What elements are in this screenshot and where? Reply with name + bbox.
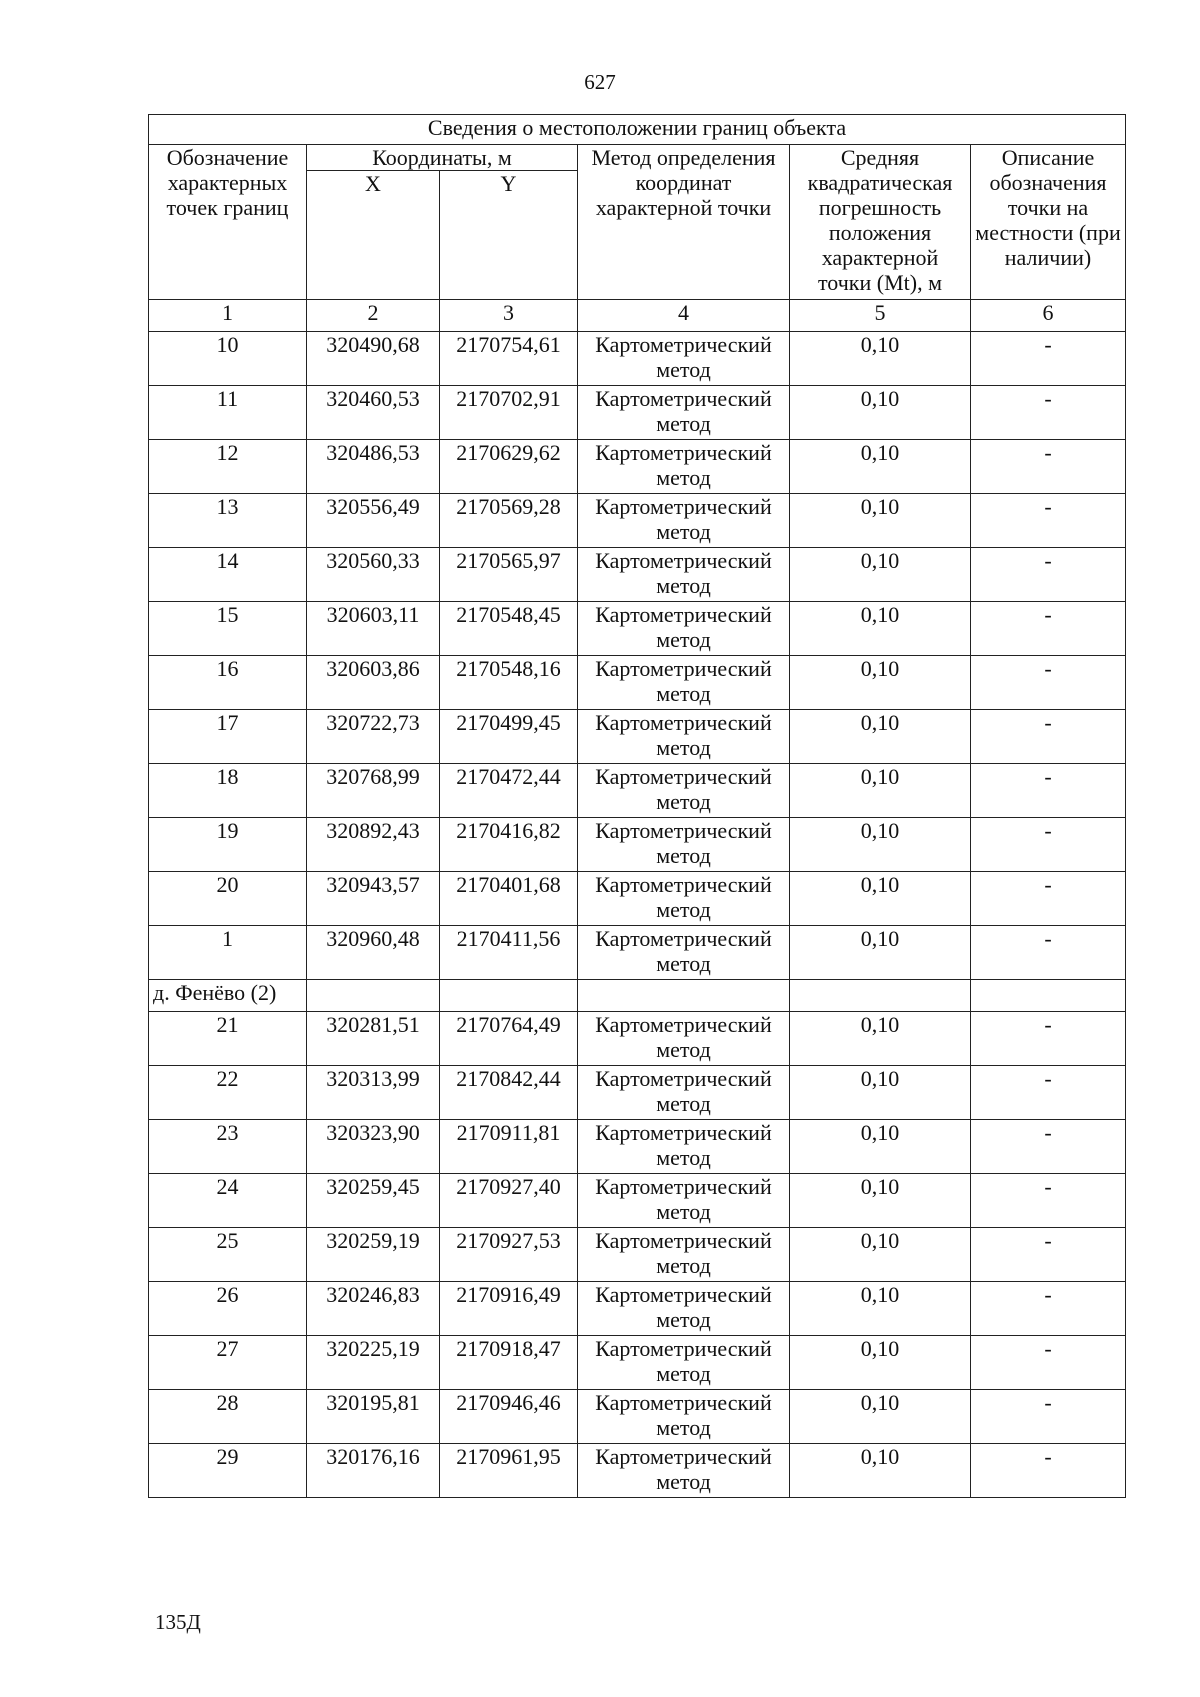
mean-error-cell: 0,10 bbox=[790, 1012, 971, 1066]
y-coordinate-cell: 2170401,68 bbox=[440, 872, 578, 926]
mean-error-cell: 0,10 bbox=[790, 494, 971, 548]
method-cell: Картометрический метод bbox=[578, 1174, 790, 1228]
x-coordinate-cell: 320892,43 bbox=[307, 818, 440, 872]
table-title: Сведения о местоположении границ объекта bbox=[149, 115, 1126, 145]
x-coordinate-cell: 320195,81 bbox=[307, 1390, 440, 1444]
description-cell: - bbox=[971, 332, 1126, 386]
mean-error-cell: 0,10 bbox=[790, 440, 971, 494]
empty-cell bbox=[578, 980, 790, 1012]
mean-error-cell: 0,10 bbox=[790, 926, 971, 980]
description-cell: - bbox=[971, 872, 1126, 926]
header-method: Метод определения координат характерной точки bbox=[578, 145, 790, 300]
header-x: X bbox=[307, 171, 440, 300]
method-cell: Картометрический метод bbox=[578, 1336, 790, 1390]
method-cell: Картометрический метод bbox=[578, 1390, 790, 1444]
table-row bbox=[149, 1066, 1126, 1120]
description-cell: - bbox=[971, 1174, 1126, 1228]
table-row bbox=[149, 926, 1126, 980]
column-number: 2 bbox=[307, 300, 440, 332]
mean-error-cell: 0,10 bbox=[790, 656, 971, 710]
y-coordinate-cell: 2170927,40 bbox=[440, 1174, 578, 1228]
column-number: 6 bbox=[971, 300, 1126, 332]
x-coordinate-cell: 320281,51 bbox=[307, 1012, 440, 1066]
point-designation-cell: 10 bbox=[149, 332, 307, 386]
y-coordinate-cell: 2170702,91 bbox=[440, 386, 578, 440]
x-coordinate-cell: 320603,86 bbox=[307, 656, 440, 710]
point-designation-cell: 24 bbox=[149, 1174, 307, 1228]
header-description: Описание обозначения точки на местности (при наличии) bbox=[971, 145, 1126, 300]
table-row bbox=[149, 1282, 1126, 1336]
x-coordinate-cell: 320259,19 bbox=[307, 1228, 440, 1282]
method-cell: Картометрический метод bbox=[578, 494, 790, 548]
table-row bbox=[149, 872, 1126, 926]
mean-error-cell: 0,10 bbox=[790, 1066, 971, 1120]
y-coordinate-cell: 2170472,44 bbox=[440, 764, 578, 818]
method-cell: Картометрический метод bbox=[578, 926, 790, 980]
table-row bbox=[149, 1390, 1126, 1444]
point-designation-cell: 22 bbox=[149, 1066, 307, 1120]
description-cell: - bbox=[971, 1012, 1126, 1066]
point-designation-cell: 1 bbox=[149, 926, 307, 980]
y-coordinate-cell: 2170569,28 bbox=[440, 494, 578, 548]
x-coordinate-cell: 320323,90 bbox=[307, 1120, 440, 1174]
point-designation-cell: 26 bbox=[149, 1282, 307, 1336]
point-designation-cell: 13 bbox=[149, 494, 307, 548]
y-coordinate-cell: 2170911,81 bbox=[440, 1120, 578, 1174]
table-row bbox=[149, 764, 1126, 818]
point-designation-cell: 11 bbox=[149, 386, 307, 440]
y-coordinate-cell: 2170754,61 bbox=[440, 332, 578, 386]
y-coordinate-cell: 2170548,16 bbox=[440, 656, 578, 710]
description-cell: - bbox=[971, 548, 1126, 602]
method-cell: Картометрический метод bbox=[578, 1120, 790, 1174]
empty-cell bbox=[440, 980, 578, 1012]
y-coordinate-cell: 2170629,62 bbox=[440, 440, 578, 494]
table-row bbox=[149, 602, 1126, 656]
empty-cell bbox=[307, 980, 440, 1012]
x-coordinate-cell: 320225,19 bbox=[307, 1336, 440, 1390]
method-cell: Картометрический метод bbox=[578, 764, 790, 818]
header-y: Y bbox=[440, 171, 578, 300]
method-cell: Картометрический метод bbox=[578, 1444, 790, 1498]
y-coordinate-cell: 2170565,97 bbox=[440, 548, 578, 602]
x-coordinate-cell: 320722,73 bbox=[307, 710, 440, 764]
method-cell: Картометрический метод bbox=[578, 602, 790, 656]
table-row bbox=[149, 710, 1126, 764]
y-coordinate-cell: 2170927,53 bbox=[440, 1228, 578, 1282]
mean-error-cell: 0,10 bbox=[790, 602, 971, 656]
description-cell: - bbox=[971, 818, 1126, 872]
table-row bbox=[149, 440, 1126, 494]
table-row bbox=[149, 1228, 1126, 1282]
section-row bbox=[149, 980, 1126, 1012]
y-coordinate-cell: 2170918,47 bbox=[440, 1336, 578, 1390]
mean-error-cell: 0,10 bbox=[790, 1174, 971, 1228]
mean-error-cell: 0,10 bbox=[790, 1282, 971, 1336]
column-number-row bbox=[149, 300, 1126, 332]
method-cell: Картометрический метод bbox=[578, 1012, 790, 1066]
x-coordinate-cell: 320460,53 bbox=[307, 386, 440, 440]
point-designation-cell: 17 bbox=[149, 710, 307, 764]
y-coordinate-cell: 2170842,44 bbox=[440, 1066, 578, 1120]
x-coordinate-cell: 320560,33 bbox=[307, 548, 440, 602]
description-cell: - bbox=[971, 494, 1126, 548]
mean-error-cell: 0,10 bbox=[790, 332, 971, 386]
header-coordinates: Координаты, м bbox=[307, 145, 578, 171]
point-designation-cell: 29 bbox=[149, 1444, 307, 1498]
x-coordinate-cell: 320943,57 bbox=[307, 872, 440, 926]
point-designation-cell: 16 bbox=[149, 656, 307, 710]
description-cell: - bbox=[971, 656, 1126, 710]
table-row bbox=[149, 1336, 1126, 1390]
page-number: 627 bbox=[584, 70, 616, 94]
header-point-designation: Обозначение характерных точек границ bbox=[149, 145, 307, 300]
description-cell: - bbox=[971, 1282, 1126, 1336]
method-cell: Картометрический метод bbox=[578, 548, 790, 602]
table-row bbox=[149, 1120, 1126, 1174]
x-coordinate-cell: 320768,99 bbox=[307, 764, 440, 818]
description-cell: - bbox=[971, 926, 1126, 980]
method-cell: Картометрический метод bbox=[578, 332, 790, 386]
footer-code: 135Д bbox=[155, 1610, 201, 1634]
header-mean-error: Средняя квадратическая погрешность положения характерной точки (Mt), м bbox=[790, 145, 971, 300]
description-cell: - bbox=[971, 710, 1126, 764]
column-number: 1 bbox=[149, 300, 307, 332]
column-number: 3 bbox=[440, 300, 578, 332]
method-cell: Картометрический метод bbox=[578, 818, 790, 872]
mean-error-cell: 0,10 bbox=[790, 386, 971, 440]
y-coordinate-cell: 2170764,49 bbox=[440, 1012, 578, 1066]
y-coordinate-cell: 2170916,49 bbox=[440, 1282, 578, 1336]
empty-cell bbox=[971, 980, 1126, 1012]
x-coordinate-cell: 320259,45 bbox=[307, 1174, 440, 1228]
table-row bbox=[149, 494, 1126, 548]
description-cell: - bbox=[971, 1066, 1126, 1120]
y-coordinate-cell: 2170411,56 bbox=[440, 926, 578, 980]
method-cell: Картометрический метод bbox=[578, 386, 790, 440]
mean-error-cell: 0,10 bbox=[790, 1120, 971, 1174]
description-cell: - bbox=[971, 1336, 1126, 1390]
description-cell: - bbox=[971, 602, 1126, 656]
description-cell: - bbox=[971, 1120, 1126, 1174]
point-designation-cell: 18 bbox=[149, 764, 307, 818]
point-designation-cell: 21 bbox=[149, 1012, 307, 1066]
table-row bbox=[149, 1174, 1126, 1228]
method-cell: Картометрический метод bbox=[578, 656, 790, 710]
table-row bbox=[149, 548, 1126, 602]
table-row bbox=[149, 656, 1126, 710]
y-coordinate-cell: 2170499,45 bbox=[440, 710, 578, 764]
x-coordinate-cell: 320313,99 bbox=[307, 1066, 440, 1120]
mean-error-cell: 0,10 bbox=[790, 818, 971, 872]
x-coordinate-cell: 320176,16 bbox=[307, 1444, 440, 1498]
description-cell: - bbox=[971, 1444, 1126, 1498]
method-cell: Картометрический метод bbox=[578, 1066, 790, 1120]
y-coordinate-cell: 2170961,95 bbox=[440, 1444, 578, 1498]
point-designation-cell: 12 bbox=[149, 440, 307, 494]
x-coordinate-cell: 320486,53 bbox=[307, 440, 440, 494]
y-coordinate-cell: 2170946,46 bbox=[440, 1390, 578, 1444]
x-coordinate-cell: 320603,11 bbox=[307, 602, 440, 656]
mean-error-cell: 0,10 bbox=[790, 764, 971, 818]
method-cell: Картометрический метод bbox=[578, 440, 790, 494]
description-cell: - bbox=[971, 764, 1126, 818]
x-coordinate-cell: 320490,68 bbox=[307, 332, 440, 386]
section-label: д. Фенёво (2) bbox=[149, 980, 307, 1012]
x-coordinate-cell: 320960,48 bbox=[307, 926, 440, 980]
point-designation-cell: 14 bbox=[149, 548, 307, 602]
point-designation-cell: 25 bbox=[149, 1228, 307, 1282]
y-coordinate-cell: 2170548,45 bbox=[440, 602, 578, 656]
mean-error-cell: 0,10 bbox=[790, 1444, 971, 1498]
mean-error-cell: 0,10 bbox=[790, 872, 971, 926]
description-cell: - bbox=[971, 1390, 1126, 1444]
x-coordinate-cell: 320246,83 bbox=[307, 1282, 440, 1336]
column-number: 4 bbox=[578, 300, 790, 332]
table-row bbox=[149, 332, 1126, 386]
mean-error-cell: 0,10 bbox=[790, 548, 971, 602]
method-cell: Картометрический метод bbox=[578, 1228, 790, 1282]
point-designation-cell: 20 bbox=[149, 872, 307, 926]
mean-error-cell: 0,10 bbox=[790, 710, 971, 764]
description-cell: - bbox=[971, 386, 1126, 440]
y-coordinate-cell: 2170416,82 bbox=[440, 818, 578, 872]
table-row bbox=[149, 1012, 1126, 1066]
point-designation-cell: 28 bbox=[149, 1390, 307, 1444]
mean-error-cell: 0,10 bbox=[790, 1228, 971, 1282]
point-designation-cell: 27 bbox=[149, 1336, 307, 1390]
x-coordinate-cell: 320556,49 bbox=[307, 494, 440, 548]
point-designation-cell: 19 bbox=[149, 818, 307, 872]
point-designation-cell: 23 bbox=[149, 1120, 307, 1174]
mean-error-cell: 0,10 bbox=[790, 1390, 971, 1444]
method-cell: Картометрический метод bbox=[578, 710, 790, 764]
description-cell: - bbox=[971, 1228, 1126, 1282]
empty-cell bbox=[790, 980, 971, 1012]
column-number: 5 bbox=[790, 300, 971, 332]
boundary-coordinates-table bbox=[148, 114, 1126, 1498]
method-cell: Картометрический метод bbox=[578, 872, 790, 926]
point-designation-cell: 15 bbox=[149, 602, 307, 656]
table-row bbox=[149, 1444, 1126, 1498]
method-cell: Картометрический метод bbox=[578, 1282, 790, 1336]
description-cell: - bbox=[971, 440, 1126, 494]
mean-error-cell: 0,10 bbox=[790, 1336, 971, 1390]
table-row bbox=[149, 386, 1126, 440]
table-row bbox=[149, 818, 1126, 872]
